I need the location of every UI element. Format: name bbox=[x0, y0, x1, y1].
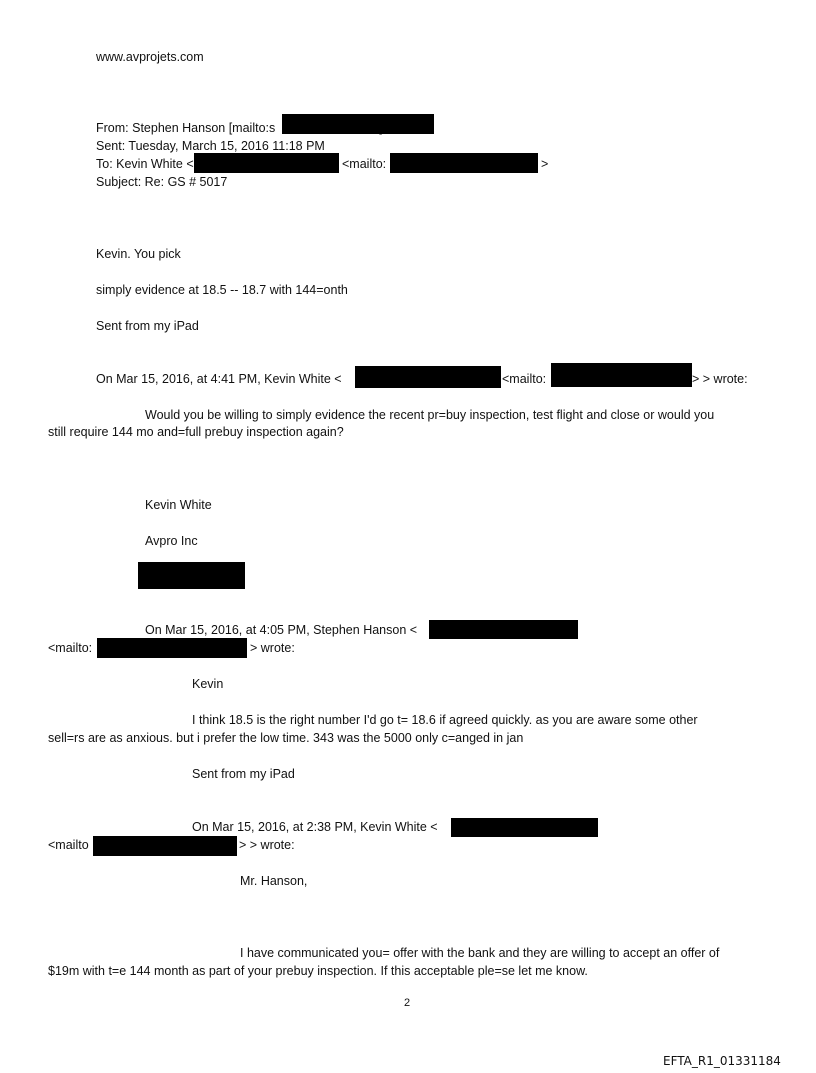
website-line: www.avprojets.com bbox=[96, 50, 204, 64]
redaction-quote1-mailto bbox=[551, 363, 692, 387]
to-close: > bbox=[541, 157, 549, 171]
subject-line: Subject: Re: GS # 5017 bbox=[96, 175, 228, 189]
quote2-intro-a: On Mar 15, 2016, at 4:05 PM, Stephen Hanson < bbox=[145, 623, 418, 637]
quote3-body-line-2: $19m with t=e 144 month as part of your prebuy inspection. If this acceptable ple=se let me know. bbox=[48, 964, 588, 978]
redaction-quote2-mailto bbox=[97, 638, 247, 658]
quote1-intro-c: > > wrote: bbox=[692, 372, 748, 386]
redaction-signature bbox=[138, 562, 245, 589]
quote2-sent-from: Sent from my iPad bbox=[192, 767, 295, 781]
quote3-intro-a: On Mar 15, 2016, at 2:38 PM, Kevin White < bbox=[192, 820, 438, 834]
quote2-body-line-1: I think 18.5 is the right number I'd go t= 18.6 if agreed quickly. as you are aware some other bbox=[192, 713, 698, 727]
redaction-quote1-email bbox=[355, 366, 501, 388]
redaction-quote2-email bbox=[429, 620, 578, 639]
quote3-mailto: <mailto bbox=[48, 838, 89, 852]
quote2-greeting: Kevin bbox=[192, 677, 224, 691]
page-number: 2 bbox=[404, 997, 411, 1009]
redaction-quote3-email bbox=[451, 818, 598, 837]
quote2-body-line-2: sell=rs are as anxious. but i prefer the low time. 343 was the 5000 only c=anged in jan bbox=[48, 731, 524, 745]
quote2-wrote: > wrote: bbox=[250, 641, 295, 655]
quote1-intro-a: On Mar 15, 2016, at 4:41 PM, Kevin White < bbox=[96, 372, 342, 386]
reply-line-2: simply evidence at 18.5 -- 18.7 with 144=onth bbox=[96, 283, 348, 297]
redaction-from-email bbox=[282, 114, 434, 134]
from-label: From: Stephen Hanson [mailto:s bbox=[96, 121, 276, 135]
quote1-body-line-1: Would you be willing to simply evidence the recent pr=buy inspection, test flight and close or would you bbox=[145, 408, 715, 422]
quote1-signature-name: Kevin White bbox=[145, 498, 212, 512]
quote1-intro-b: <mailto: bbox=[502, 372, 547, 386]
to-mailto: <mailto: bbox=[342, 157, 387, 171]
quote3-wrote: > > wrote: bbox=[239, 838, 295, 852]
quote3-greeting: Mr. Hanson, bbox=[240, 874, 308, 888]
redaction-quote3-mailto bbox=[93, 836, 237, 856]
quote1-signature-company: Avpro Inc bbox=[145, 534, 198, 548]
quote2-mailto: <mailto: bbox=[48, 641, 93, 655]
to-label: To: Kevin White < bbox=[96, 157, 194, 171]
bates-number: EFTA_R1_01331184 bbox=[663, 1054, 781, 1068]
sent-line: Sent: Tuesday, March 15, 2016 11:18 PM bbox=[96, 139, 325, 153]
reply-line-1: Kevin. You pick bbox=[96, 247, 181, 261]
redaction-to-email bbox=[390, 153, 538, 173]
redaction-to-name bbox=[194, 153, 339, 173]
quote1-body-line-2: still require 144 mo and=full prebuy inspection again? bbox=[48, 425, 344, 439]
reply-sent-from: Sent from my iPad bbox=[96, 319, 199, 333]
quote3-body-line-1: I have communicated you= offer with the bank and they are willing to accept an offer of bbox=[240, 946, 720, 960]
